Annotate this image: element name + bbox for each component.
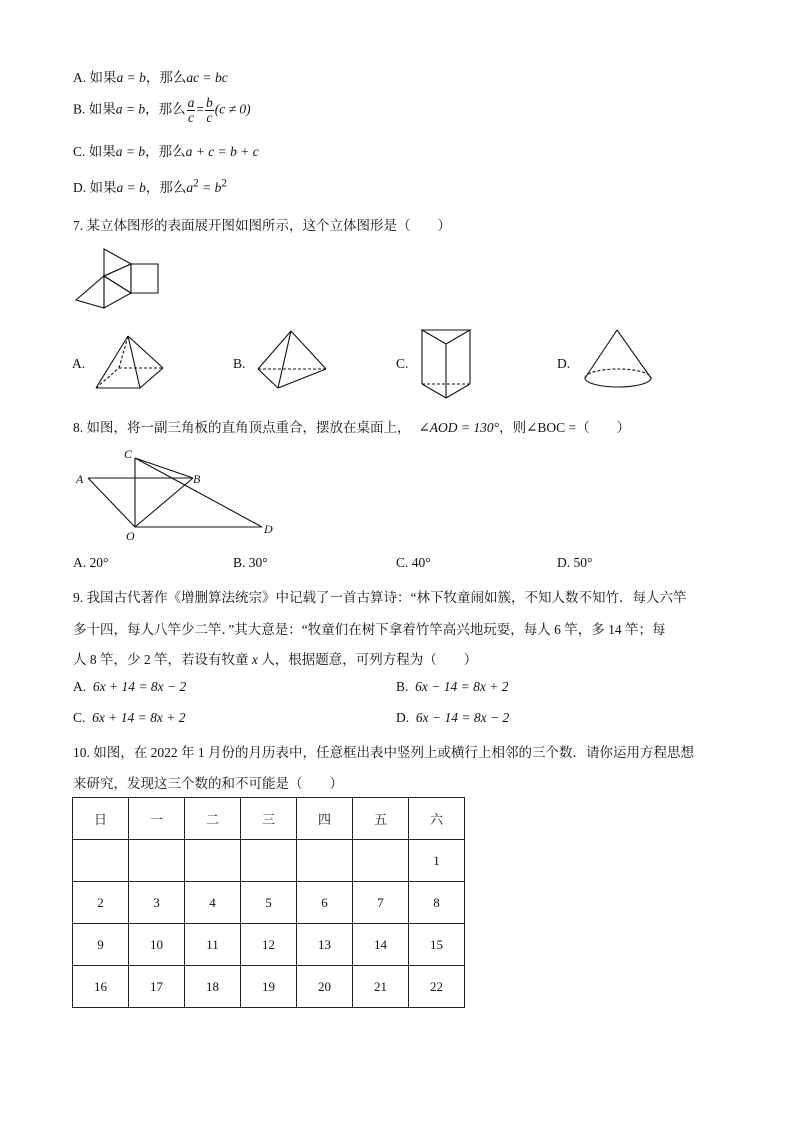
option-text: ，那么 [145,144,186,159]
variable-x: x [251,652,258,667]
stem-text: ，则∠BOC =（ ） [499,420,631,435]
point-label-b: B [193,472,201,486]
q8-option-d: D. 50° [557,555,593,570]
q9-option-a [73,679,186,695]
q9-line-3 [73,648,477,668]
date-cell: 9 [73,924,129,966]
q9-option-c [73,710,185,726]
condition: (c ≠ 0) [214,101,251,117]
math-expression: a + c = b + c [185,144,259,159]
date-cell [353,840,409,882]
date-cell: 13 [297,924,353,966]
q7-stem: 7. 某立体图形的表面展开图如图所示，这个立体图形是（ ） [73,218,451,233]
option-text: ，那么 [145,70,187,85]
calendar-table [72,797,465,1008]
date-cell: 20 [297,966,353,1008]
stem-text: 8. 如图，将一副三角板的直角顶点重合，摆放在桌面上， [73,420,411,435]
option-text: ，那么 [145,180,187,195]
math-expression: a = b [116,70,146,85]
weekday-header: 四 [297,798,353,840]
date-cell: 10 [129,924,185,966]
math-expression: a = b [115,144,146,159]
option-label: B. [73,101,86,117]
math-expression: ac = bc [186,70,228,85]
exponent: 2 [193,177,199,190]
date-cell [129,840,185,882]
date-cell: 18 [185,966,241,1008]
q9-option-d [396,710,509,726]
option-text: 如果 [88,101,116,117]
date-cell: 11 [185,924,241,966]
weekday-header: 五 [353,798,409,840]
weekday-header: 三 [241,798,297,840]
date-cell [241,840,297,882]
date-cell: 12 [241,924,297,966]
numerator: a [187,95,195,110]
option-label: A. [73,679,87,694]
exponent: 2 [221,177,227,190]
date-cell: 17 [129,966,185,1008]
q8-option-a: A. 20° [73,555,109,570]
table-row [73,966,465,1008]
option-label: B. [396,679,409,694]
date-cell: 3 [129,882,185,924]
equation: 6x + 14 = 8x − 2 [92,679,187,694]
equation: 6x + 14 = 8x + 2 [92,710,186,725]
point-label-d: D [264,522,273,536]
q10-line-2: 来研究，发现这三个数的和不可能是（ ） [73,776,343,791]
q10-line-1: 10. 如图，在 2022 年 1 月份的月历表中，任意框出表中竖列上或横行上相邻的三个数．请你运用方程思想 [73,745,694,760]
option-label: C. [73,144,86,159]
equals-sign: = [196,101,205,117]
date-cell: 5 [241,882,297,924]
point-label-c: C [124,447,133,461]
date-cell [73,840,129,882]
q9-line-1: 9. 我国古代著作《增删算法统宗》中记载了一首古算诗：“林下牧童闹如簇，不知人数不知竹．每人六竿 [73,590,687,605]
math-expression: = b [198,180,222,195]
date-cell [185,840,241,882]
option-text: 如果 [88,144,116,159]
option-label: C. [73,710,86,725]
point-label-o: O [126,529,135,543]
date-cell: 15 [409,924,465,966]
weekday-header: 一 [129,798,185,840]
q7-option-b: B. [233,356,246,371]
q7-option-a: A. [72,356,86,371]
math-expression: a [186,180,194,195]
point-label-a: A [76,472,84,486]
date-cell: 19 [241,966,297,1008]
table-row [73,924,465,966]
date-cell: 2 [73,882,129,924]
q7-option-d: D. [557,356,571,371]
stem-text: 人，根据题意，可列方程为（ ） [261,652,478,667]
math-expression: a = b [116,180,146,195]
q9-line-2: 多十四，每人八竿少二竿．”其大意是：“牧童们在树下拿着竹竿高兴地玩耍，每人 6 竿，多 14 竿；每 [73,622,666,637]
date-cell: 16 [73,966,129,1008]
table-row [73,882,465,924]
segment-cb [135,458,193,478]
date-cell: 8 [409,882,465,924]
q9-option-b [396,679,508,695]
numerator: b [206,95,213,110]
angle-expression: ∠AOD = 130° [418,420,500,435]
date-cell: 14 [353,924,409,966]
option-label: D. [396,710,410,725]
q8-option-b: B. 30° [233,555,268,570]
weekday-header: 二 [185,798,241,840]
table-row [73,840,465,882]
option-text: 如果 [89,180,117,195]
date-cell: 22 [409,966,465,1008]
stem-text: 人 8 竿，少 2 竿，若设有牧童 [73,652,249,667]
date-cell [297,840,353,882]
date-cell: 6 [297,882,353,924]
date-cell: 21 [353,966,409,1008]
weekday-header: 六 [409,798,465,840]
segment-cd [135,458,262,527]
math-expression: a = b [115,101,146,117]
denominator: c [206,110,213,125]
option-label: D. [73,180,87,195]
option-text: 如果 [89,70,117,85]
date-cell: 1 [409,840,465,882]
date-cell: 4 [185,882,241,924]
q7-option-c: C. [396,356,409,371]
denominator: c [188,110,195,125]
segment-ao [88,478,135,527]
date-cell: 7 [353,882,409,924]
calendar-header-row [73,798,465,840]
option-text: ，那么 [145,101,186,117]
equation: 6x − 14 = 8x + 2 [415,679,509,694]
weekday-header: 日 [73,798,129,840]
option-label: A. [73,70,87,85]
equation: 6x − 14 = 8x − 2 [415,710,510,725]
q8-option-c: C. 40° [396,555,431,570]
